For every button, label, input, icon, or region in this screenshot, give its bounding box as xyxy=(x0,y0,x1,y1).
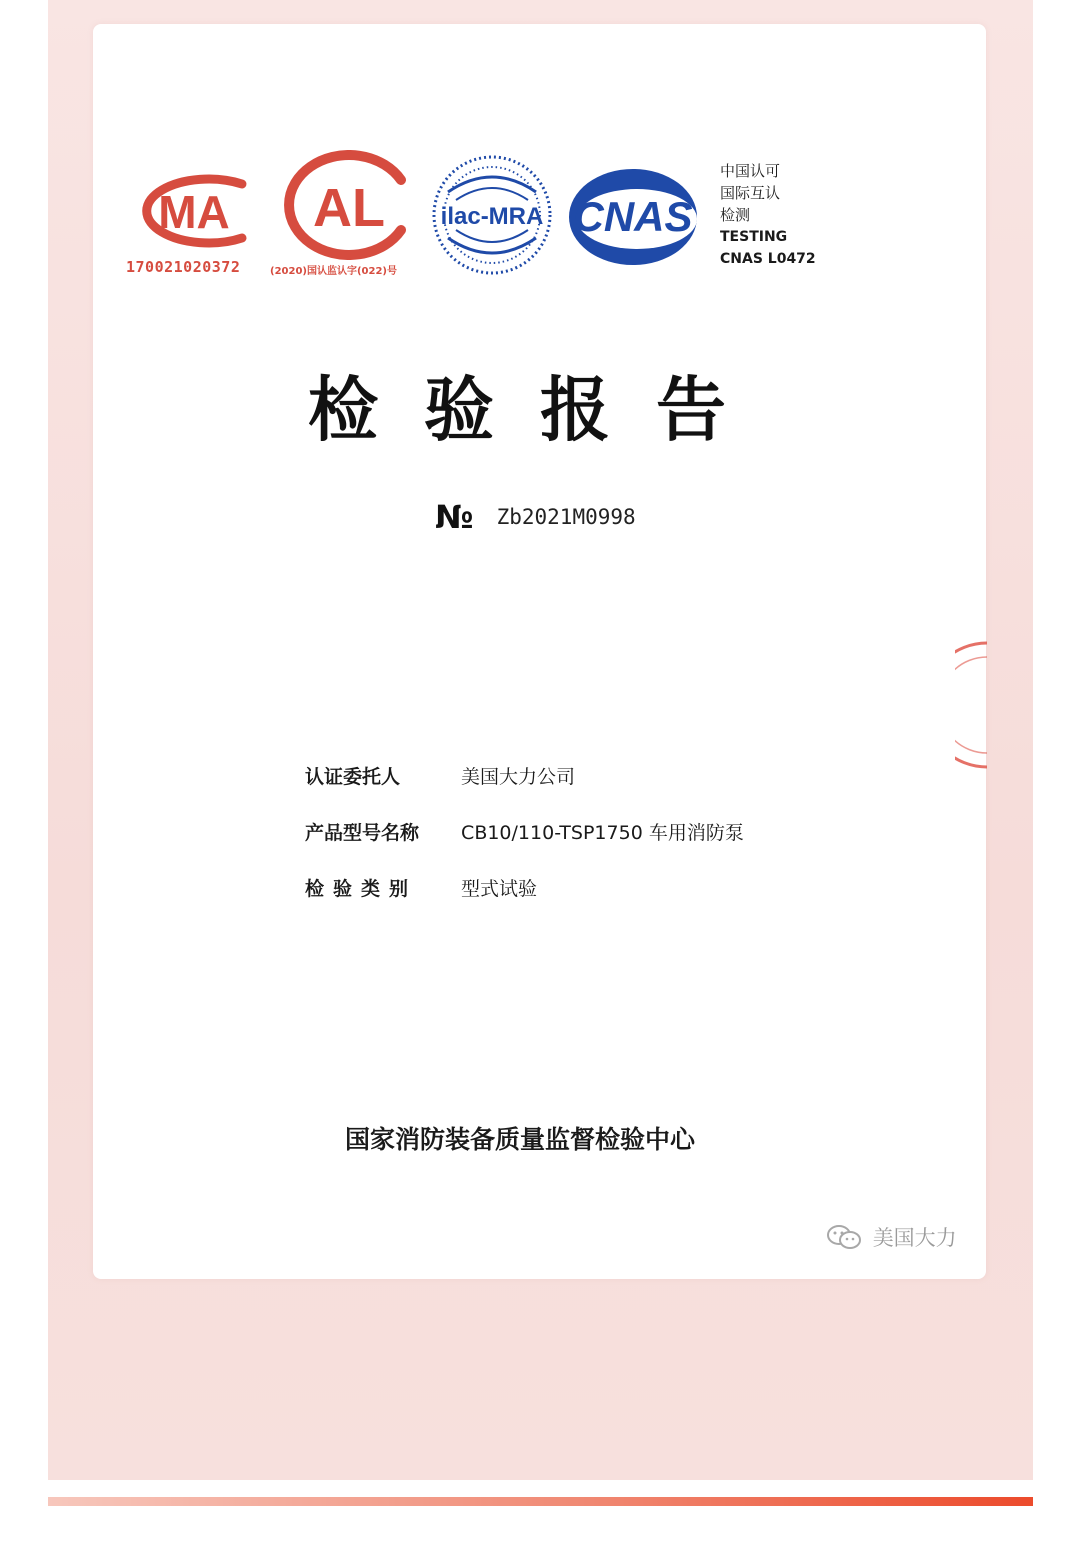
field-row-inspection-type xyxy=(305,874,537,904)
cnas-caption-line: 中国认可 xyxy=(720,162,781,180)
cnas-caption-line: CNAS L0472 xyxy=(720,251,816,267)
field-value: 型式试验 xyxy=(461,878,538,900)
cal-logo xyxy=(283,150,415,260)
field-value: 美国大力公司 xyxy=(461,766,576,788)
bottom-accent-bar xyxy=(48,1497,1033,1506)
report-number-value: Zb2021M0998 xyxy=(496,505,636,529)
field-row-client xyxy=(305,762,575,792)
cnas-caption xyxy=(720,160,840,270)
cma-logo xyxy=(124,170,266,252)
wechat-icon xyxy=(826,1223,862,1251)
field-label: 产品型号名称 xyxy=(305,822,420,844)
report-title: 检验报告 xyxy=(308,369,772,451)
cnas-caption-line: 检测 xyxy=(720,206,751,224)
field-label: 认证委托人 xyxy=(305,766,401,788)
cnas-logo xyxy=(565,165,701,269)
issuing-organization: 国家消防装备质量监督检验中心 xyxy=(345,1125,696,1154)
cal-approval-number: (2020)国认监认字(022)号 xyxy=(270,266,397,277)
cal-logo-text: AL xyxy=(313,178,385,238)
cma-number: 170021020372 xyxy=(126,258,241,276)
field-label: 检验类别 xyxy=(305,878,418,900)
cnas-logo-text: CNAS xyxy=(573,193,693,240)
seal-stamp xyxy=(955,635,987,775)
ilac-mra-logo xyxy=(428,152,556,278)
cma-logo-text: MA xyxy=(158,186,230,238)
field-value: CB10/110-TSP1750 车用消防泵 xyxy=(461,822,744,844)
report-number xyxy=(435,498,636,538)
cnas-caption-line: 国际互认 xyxy=(720,184,781,202)
ilac-logo-text: ilac-MRA xyxy=(440,203,544,230)
field-row-product xyxy=(305,818,744,848)
watermark-text: 美国大力 xyxy=(872,1226,957,1250)
wechat-watermark xyxy=(826,1222,957,1256)
cnas-caption-line: TESTING xyxy=(720,229,788,245)
number-sign: № xyxy=(435,498,474,536)
